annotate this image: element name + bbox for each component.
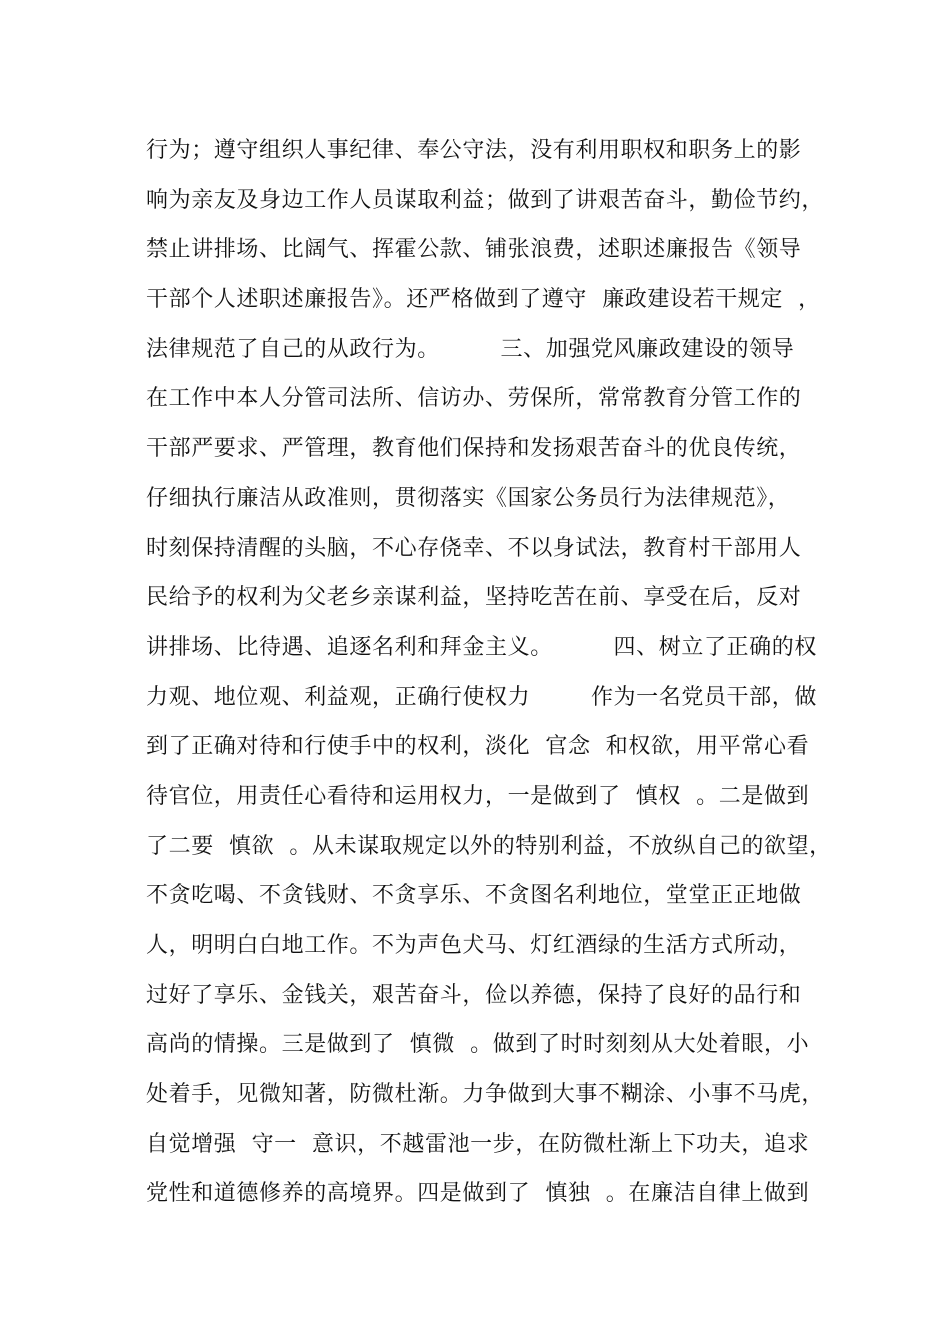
- text-line: 力观、地位观、利益观，正确行使权力 作为一名党员干部，做: [146, 684, 817, 710]
- text-line: 干部严要求、严管理，教育他们保持和发扬艰苦奋斗的优良传统，: [146, 436, 802, 462]
- text-line: 仔细执行廉洁从政准则，贯彻落实《国家公务员行为法律规范》，: [146, 485, 791, 511]
- text-line: 了二要 慎欲 。从未谋取规定以外的特别利益，不放纵自己的欲望，: [146, 833, 832, 859]
- body-text: [146, 132, 832, 1225]
- text-line: 在工作中本人分管司法所、信访办、劳保所，常常教育分管工作的: [146, 386, 802, 412]
- text-line: 民给予的权利为父老乡亲谋利益，坚持吃苦在前、享受在后，反对: [146, 585, 802, 611]
- text-line: 法律规范了自己的从政行为。 三、加强党风廉政建设的领导: [146, 336, 795, 362]
- text-line: 待官位，用责任心看待和运用权力，一是做到了 慎权 。二是做到: [146, 783, 810, 809]
- text-line: 干部个人述职述廉报告》。还严格做到了遵守 廉政建设若干规定 ，: [146, 287, 821, 313]
- text-line: 禁止讲排场、比阔气、挥霍公款、铺张浪费，述职述廉报告《领导: [146, 237, 802, 263]
- text-line: 高尚的情操。三是做到了 慎微 。做到了时时刻刻从大处着眼，小: [146, 1032, 810, 1058]
- text-line: 自觉增强 守一 意识，不越雷池一步，在防微杜渐上下功夫，追求: [146, 1131, 810, 1157]
- text-line: 讲排场、比待遇、追逐名利和拜金主义。 四、树立了正确的权: [146, 634, 817, 660]
- text-line: 不贪吃喝、不贪钱财、不贪享乐、不贪图名利地位，堂堂正正地做: [146, 883, 802, 909]
- text-line: 过好了享乐、金钱关，艰苦奋斗，俭以养德，保持了良好的品行和: [146, 982, 802, 1008]
- text-line: 响为亲友及身边工作人员谋取利益；做到了讲艰苦奋斗，勤俭节约，: [146, 187, 825, 213]
- text-line: 时刻保持清醒的头脑，不心存侥幸、不以身试法，教育村干部用人: [146, 535, 802, 561]
- text-line: 到了正确对待和行使手中的权利，淡化 官念 和权欲，用平常心看: [146, 734, 810, 760]
- text-line: 处着手，见微知著，防微杜渐。力争做到大事不糊涂、小事不马虎，: [146, 1082, 825, 1108]
- text-line: 人，明明白白地工作。不为声色犬马、灯红酒绿的生活方式所动，: [146, 933, 802, 958]
- text-line: 行为；遵守组织人事纪律、奉公守法，没有利用职权和职务上的影: [146, 138, 802, 163]
- text-line: 党性和道德修养的高境界。四是做到了 慎独 。在廉洁自律上做到: [146, 1181, 810, 1207]
